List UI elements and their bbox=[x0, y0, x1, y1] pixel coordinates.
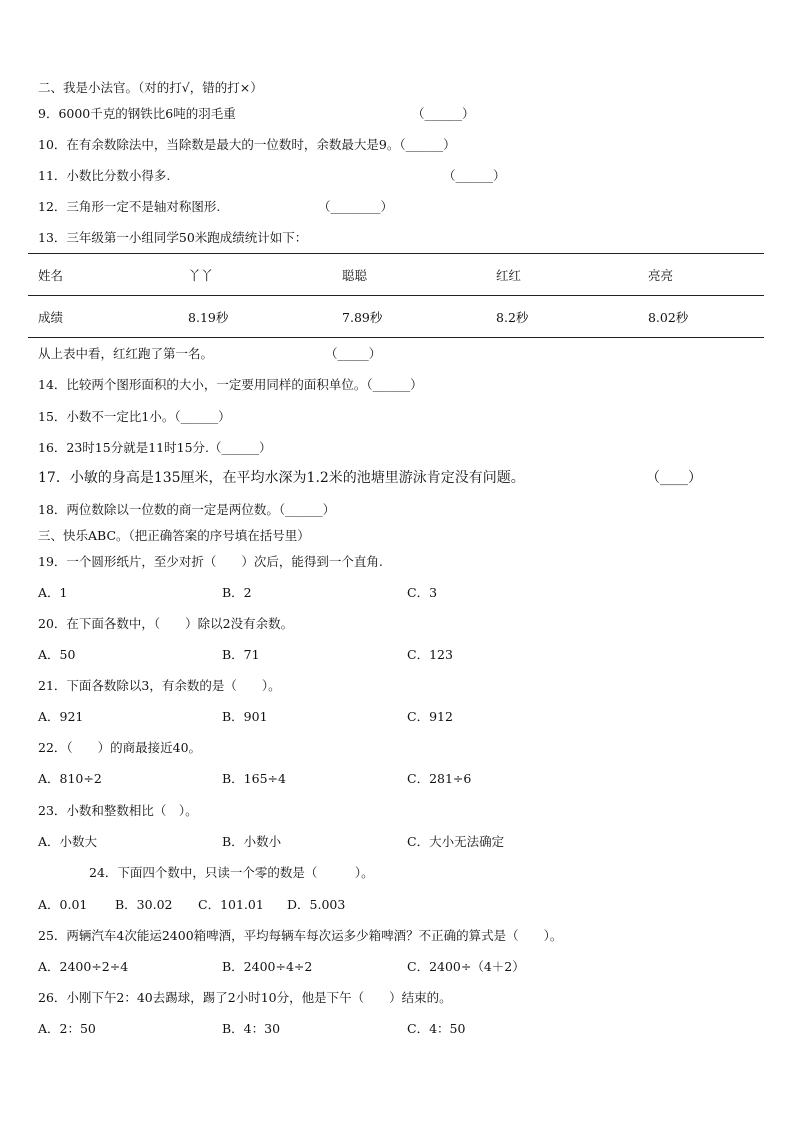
table-cell: 红红 bbox=[458, 254, 610, 296]
question-25: 25．两辆汽车4次能运2400箱啤酒，平均每辆车每次运多少箱啤酒？不正确的算式是（ ）。 bbox=[38, 928, 563, 943]
option-23-c[interactable]: C．大小无法确定 bbox=[407, 834, 505, 849]
question-18: 18．两位数除以一位数的商一定是两位数。（______） bbox=[38, 502, 336, 517]
question-17: 17．小敏的身高是135厘米，在平均水深为1.2米的池塘里游泳肯定没有问题。 bbox=[38, 470, 525, 486]
question-23: 23．小数和整数相比（ ）。 bbox=[38, 803, 198, 818]
option-25-b[interactable]: B．2400÷4÷2 bbox=[222, 959, 313, 974]
option-23-b[interactable]: B．小数小 bbox=[222, 834, 282, 849]
question-22: 22．（ ）的商最接近40。 bbox=[38, 740, 202, 755]
question-15: 15．小数不一定比1小。（______） bbox=[38, 409, 231, 424]
question-14: 14．比较两个图形面积的大小，一定要用同样的面积单位。（______） bbox=[38, 377, 423, 392]
answer-blank-9[interactable]: （______） bbox=[412, 106, 475, 121]
option-21-a[interactable]: A．921 bbox=[38, 709, 84, 724]
question-16: 16．23时15分就是11时15分.（______） bbox=[38, 440, 272, 455]
table-cell: 7.89秒 bbox=[304, 296, 458, 338]
option-20-b[interactable]: B．71 bbox=[222, 647, 260, 662]
option-26-a[interactable]: A．2：50 bbox=[38, 1021, 96, 1036]
option-19-b[interactable]: B．2 bbox=[222, 585, 252, 600]
table-cell: 亮亮 bbox=[610, 254, 764, 296]
option-19-a[interactable]: A．1 bbox=[38, 585, 68, 600]
question-12: 12．三角形一定不是轴对称图形. bbox=[38, 199, 221, 214]
option-22-c[interactable]: C．281÷6 bbox=[407, 771, 472, 786]
option-21-c[interactable]: C．912 bbox=[407, 709, 453, 724]
answer-blank-11[interactable]: （______） bbox=[443, 168, 506, 183]
option-25-c[interactable]: C．2400÷（4＋2） bbox=[407, 959, 525, 974]
section2-heading: 二、我是小法官。（对的打√，错的打×） bbox=[38, 80, 263, 95]
question-20: 20．在下面各数中，（ ）除以2没有余数。 bbox=[38, 616, 294, 631]
table-cell: 丫丫 bbox=[150, 254, 304, 296]
option-20-a[interactable]: A．50 bbox=[38, 647, 76, 662]
table-cell: 聪聪 bbox=[304, 254, 458, 296]
question-11: 11．小数比分数小得多. bbox=[38, 168, 171, 183]
option-22-b[interactable]: B．165÷4 bbox=[222, 771, 286, 786]
answer-blank-12[interactable]: （________） bbox=[318, 199, 394, 214]
option-23-a[interactable]: A．小数大 bbox=[38, 834, 98, 849]
answer-blank-17[interactable]: （____） bbox=[646, 470, 702, 486]
question-24: 24．下面四个数中，只读一个零的数是（ ）。 bbox=[89, 865, 374, 880]
question-26: 26．小刚下午2：40去踢球，踢了2小时10分，他是下午（ ）结束的。 bbox=[38, 990, 452, 1005]
question-13-statement: 从上表中看，红红跑了第一名。 bbox=[38, 346, 214, 361]
table-cell: 8.02秒 bbox=[610, 296, 764, 338]
table-cell: 成绩 bbox=[28, 296, 150, 338]
question-19: 19．一个圆形纸片，至少对折（ ）次后，能得到一个直角. bbox=[38, 554, 383, 569]
option-24-b[interactable]: B．30.02 bbox=[115, 897, 173, 912]
table-row bbox=[28, 254, 764, 296]
question-13: 13．三年级第一小组同学50米跑成绩统计如下： bbox=[38, 230, 308, 245]
table-cell: 8.2秒 bbox=[458, 296, 610, 338]
option-24-a[interactable]: A．0.01 bbox=[38, 897, 88, 912]
option-22-a[interactable]: A．810÷2 bbox=[38, 771, 102, 786]
option-25-a[interactable]: A．2400÷2÷4 bbox=[38, 959, 129, 974]
option-20-c[interactable]: C．123 bbox=[407, 647, 453, 662]
question-9: 9．6000千克的钢铁比6吨的羽毛重 bbox=[38, 106, 236, 121]
section3-heading: 三、快乐ABC。（把正确答案的序号填在括号里） bbox=[38, 528, 310, 543]
option-26-c[interactable]: C．4：50 bbox=[407, 1021, 466, 1036]
score-table bbox=[28, 253, 764, 338]
table-cell: 姓名 bbox=[28, 254, 150, 296]
option-21-b[interactable]: B．901 bbox=[222, 709, 268, 724]
option-26-b[interactable]: B．4：30 bbox=[222, 1021, 281, 1036]
question-10: 10．在有余数除法中，当除数是最大的一位数时，余数最大是9。（______） bbox=[38, 137, 456, 152]
answer-blank-13[interactable]: （_____） bbox=[325, 346, 382, 361]
table-cell: 8.19秒 bbox=[150, 296, 304, 338]
question-21: 21．下面各数除以3，有余数的是（ ）。 bbox=[38, 678, 281, 693]
table-row bbox=[28, 296, 764, 338]
option-24-c[interactable]: C．101.01 bbox=[198, 897, 264, 912]
option-24-d[interactable]: D．5.003 bbox=[287, 897, 346, 912]
option-19-c[interactable]: C．3 bbox=[407, 585, 438, 600]
